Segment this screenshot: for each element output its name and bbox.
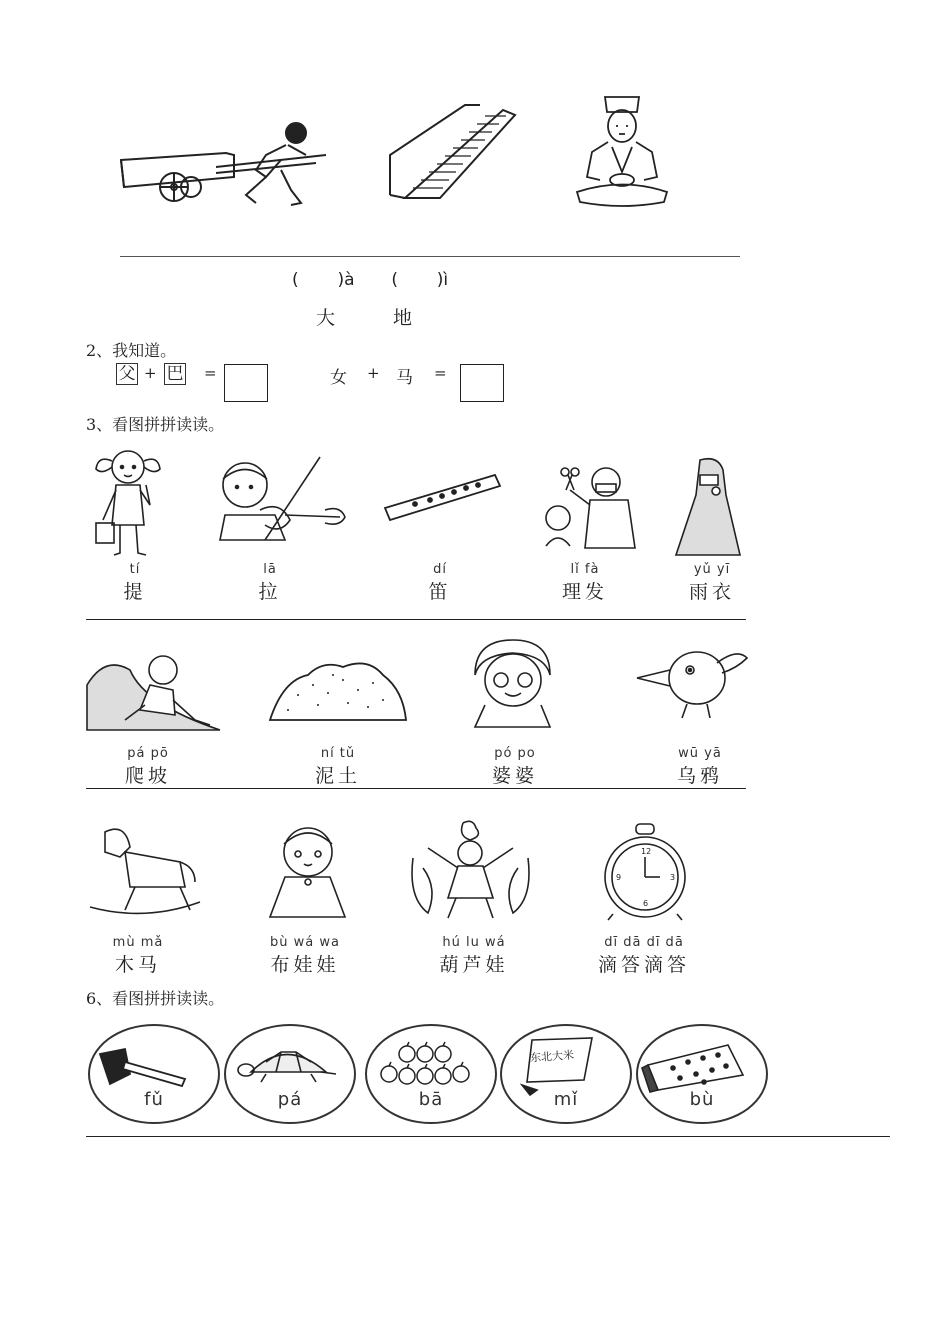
crow-icon <box>632 638 752 723</box>
row2-item-2 <box>298 746 378 788</box>
open-paren-1: ( <box>292 270 299 290</box>
row2-item-3 <box>475 746 555 788</box>
escalator-icon <box>385 100 520 205</box>
row3-item-1 <box>98 935 178 977</box>
answer-line[interactable] <box>120 256 740 257</box>
hanzi-label: 滴答滴答 <box>597 954 690 976</box>
section3-heading: 3、看图拼拼读读。 <box>86 415 225 434</box>
pinyin-label: wū yā <box>678 746 722 761</box>
cart-pulling-boy-icon <box>116 115 331 210</box>
hanzi-label: 婆婆 <box>491 765 538 787</box>
pinyin-label: pó po <box>494 746 536 761</box>
pinyin-label: dí <box>433 562 447 577</box>
divider-row2 <box>86 788 746 789</box>
plus-sign-2: + <box>367 364 380 382</box>
hanzi-label: 提 <box>123 581 147 603</box>
circle-item-rice <box>500 1024 632 1124</box>
bottom-divider <box>86 1136 890 1137</box>
char-nv: 女 <box>330 368 347 388</box>
soil-pile-icon <box>268 655 408 725</box>
char-ma: 马 <box>396 368 413 388</box>
row3-item-4 <box>584 935 704 977</box>
plus-sign-1: + <box>144 364 157 382</box>
equals-sign-1: = <box>204 364 217 382</box>
doll-icon <box>260 822 355 922</box>
pinyin-label: tí <box>129 562 141 577</box>
pinyin-i: )ì <box>436 270 449 290</box>
divider-row1 <box>86 619 746 620</box>
pinyin-label: bù <box>689 1089 715 1110</box>
seated-monk-icon <box>572 92 672 210</box>
circle-item-apples <box>365 1024 497 1124</box>
circle-item-cloth <box>636 1024 768 1124</box>
pinyin-label: bù wá wa <box>270 935 340 950</box>
girl-with-bucket-icon <box>88 445 168 560</box>
pinyin-label: pá <box>277 1089 303 1110</box>
equals-sign-2: = <box>434 364 447 382</box>
row1-item-1 <box>95 562 175 604</box>
hanzi-label: 拉 <box>258 581 282 603</box>
pinyin-label: fǔ <box>144 1089 164 1110</box>
row2-item-4 <box>660 746 740 788</box>
char-box-ba: 巴 <box>164 363 186 385</box>
pinyin-label: lǐ fà <box>570 562 600 577</box>
hanzi-label: 泥土 <box>314 765 361 787</box>
svg-text:3: 3 <box>670 873 676 882</box>
pinyin-fill-row <box>292 270 448 290</box>
open-paren-2: ( <box>391 270 398 290</box>
hanzi-label: 布娃娃 <box>270 954 340 976</box>
pinyin-label: mǐ <box>553 1089 579 1110</box>
section2-heading: 2、我知道。 <box>86 341 177 360</box>
svg-text:9: 9 <box>616 873 622 882</box>
pinyin-label: lā <box>263 562 277 577</box>
row1-item-4 <box>545 562 625 604</box>
hanzi-label: 雨衣 <box>688 581 735 603</box>
row2-item-1 <box>108 746 188 788</box>
grandma-icon <box>465 635 560 730</box>
section6-heading: 6、看图拼拼读读。 <box>86 989 225 1008</box>
hanzi-label: 爬坡 <box>124 765 171 787</box>
calabash-boy-icon <box>408 818 533 923</box>
answer-box-2[interactable] <box>460 364 504 402</box>
pinyin-label: ní tǔ <box>320 746 356 761</box>
haircut-icon <box>540 460 640 550</box>
raincoat-icon <box>668 455 748 560</box>
svg-text:6: 6 <box>643 899 649 908</box>
pinyin-label: dī dā dī dā <box>604 935 684 950</box>
rocking-horse-icon <box>85 822 205 922</box>
hanzi-label: 木马 <box>114 954 161 976</box>
boy-violin-icon <box>205 455 355 545</box>
pinyin-label: hú lu wá <box>442 935 506 950</box>
row3-item-2 <box>255 935 355 977</box>
hanzi-label: 笛 <box>428 581 452 603</box>
hanzi-label: 乌鸦 <box>676 765 723 787</box>
pinyin-label: pá pō <box>127 746 169 761</box>
circle-item-turtle <box>224 1024 356 1124</box>
pinyin-a: )à <box>337 270 355 290</box>
char-box-fu: 父 <box>116 363 138 385</box>
row3-item-3 <box>424 935 524 977</box>
char-di: 地 <box>393 307 417 329</box>
circle-item-axe <box>88 1024 220 1124</box>
svg-text:12: 12 <box>641 847 652 856</box>
alarm-clock-icon <box>598 822 693 922</box>
rice-bag-label: 东北大米 <box>529 1048 575 1065</box>
pinyin-label: yǔ yī <box>693 562 731 577</box>
flute-icon <box>380 470 505 525</box>
hanzi-label: 理发 <box>561 581 608 603</box>
row1-item-5 <box>672 562 752 604</box>
pinyin-label: bā <box>418 1089 444 1110</box>
boy-climbing-icon <box>85 645 225 735</box>
pinyin-label: mù mǎ <box>112 935 164 950</box>
row1-item-3 <box>400 562 480 604</box>
char-da: 大 <box>316 307 340 329</box>
row1-item-2 <box>230 562 310 604</box>
hanzi-label: 葫芦娃 <box>439 954 509 976</box>
answer-box-1[interactable] <box>224 364 268 402</box>
